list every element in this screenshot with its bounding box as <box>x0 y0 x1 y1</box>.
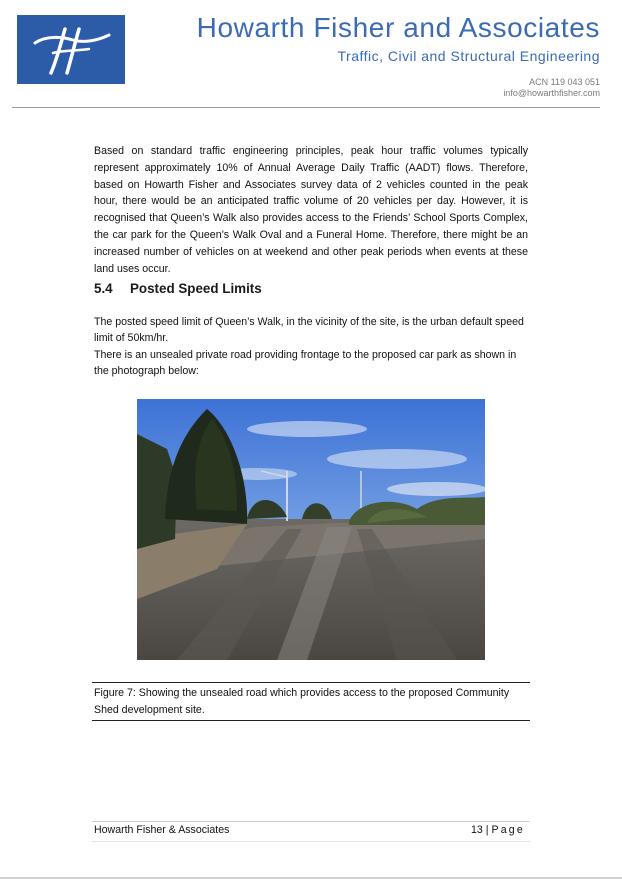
figure-caption: Figure 7: Showing the unsealed road which provides access to the proposed Community Shed development site. <box>94 687 510 716</box>
footer-company: Howarth Fisher & Associates <box>94 824 230 836</box>
page-label: Page <box>491 824 525 836</box>
footer-divider <box>92 821 530 822</box>
acn-number: ACN 119 043 051 <box>529 77 600 87</box>
company-logo <box>17 15 125 84</box>
section-heading <box>94 281 262 296</box>
figure-caption-box <box>92 682 530 721</box>
page-separator: | <box>485 824 489 836</box>
section-number: 5.4 <box>94 281 113 296</box>
section-title: Posted Speed Limits <box>130 281 262 296</box>
unsealed-road-photo <box>137 399 485 660</box>
speed-limit-paragraph: The posted speed limit of Queen’s Walk, in the vicinity of the site, is the urban default speed limit of 50km/hr. <box>94 316 524 345</box>
footer-page-number <box>471 824 525 836</box>
speed-limit-text <box>94 314 528 380</box>
company-name: Howarth Fisher and Associates <box>196 12 600 43</box>
company-tagline: Traffic, Civil and Structural Engineering <box>337 48 600 64</box>
hf-monogram-icon <box>17 15 125 84</box>
unsealed-road-paragraph: There is an unsealed private road providing frontage to the proposed car park as shown in the photograph below: <box>94 348 517 378</box>
header-divider <box>12 107 600 108</box>
page-number: 13 <box>470 824 483 836</box>
footer-bottom-divider <box>92 841 530 842</box>
traffic-volume-paragraph: Based on standard traffic engineering principles, peak hour traffic volumes typically represent approximately 10% of Annual Average Daily Traffic (AADT) flows. Therefore, based on Howarth Fisher and Associates survey data of 2 vehicles counted in the peak hour, there would be an anticipated traffic volume of 20 vehicles per day. However, it is recognised that Queen’s Walk also provides access to the Friends’ School Sports Complex, the car park for the Queen’s Walk Oval and a Funeral Home. Therefore, there might be an increased number of vehicles on at weekend and other peak periods when events at these land uses occur. <box>94 145 528 275</box>
contact-info <box>503 77 600 99</box>
email-address[interactable]: info@howarthfisher.com <box>503 88 600 98</box>
